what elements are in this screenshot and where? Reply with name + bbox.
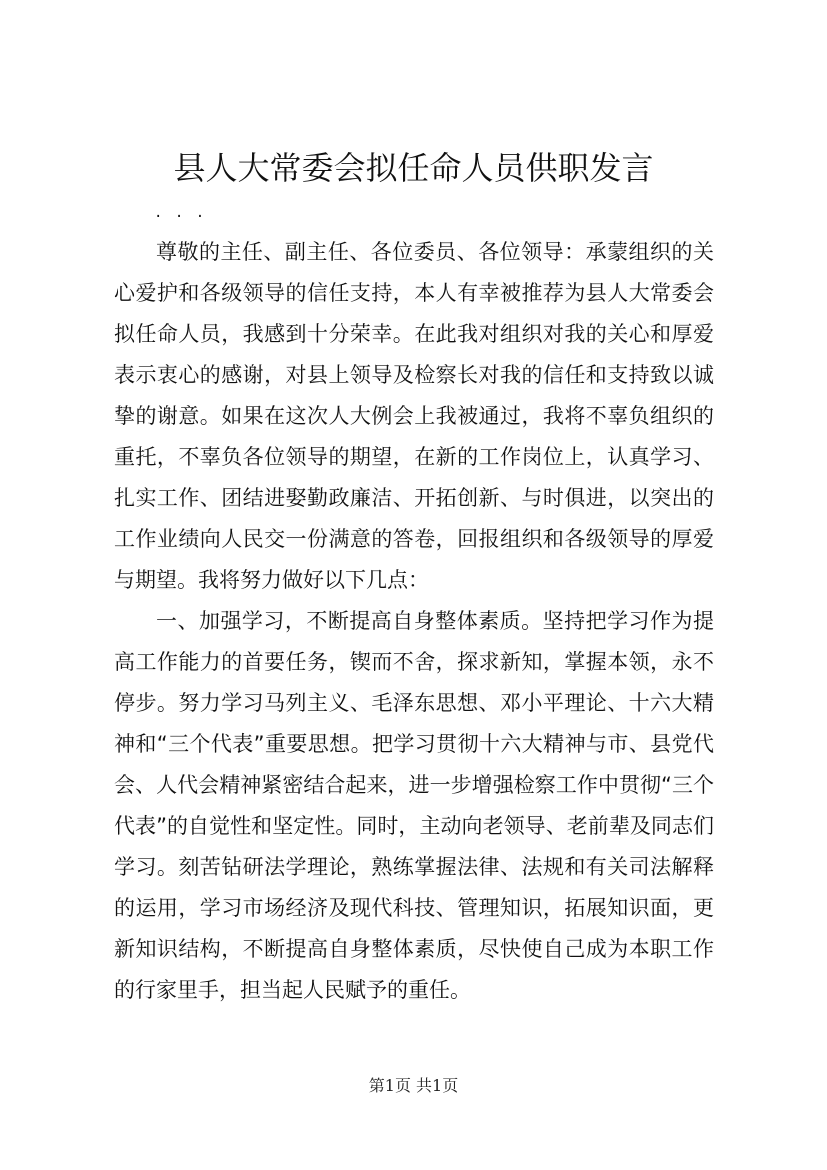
- page-footer: 第1页 共1页: [368, 1076, 459, 1095]
- document-title: 县人大常委会拟任命人员供职发言: [173, 149, 654, 187]
- document-body: [114, 232, 714, 1011]
- ellipsis-marker: . . .: [154, 205, 207, 221]
- body-paragraph: 尊敬的主任、副主任、各位委员、各位领导：承蒙组织的关心爱护和各级领导的信任支持，本人有幸被推荐为县人大常委会拟任命人员，我感到十分荣幸。在此我对组织对我的关心和厚爱表示衷心的感谢，对县上领导及检察长对我的信任和支持致以诚挚的谢意。如果在这次人大例会上我被通过，我将不辜负组织的重托，不辜负各位领导的期望，在新的工作岗位上，认真学习、扎实工作、团结进娶勤政廉洁、开拓创新、与时俱进，以突出的工作业绩向人民交一份满意的答卷，回报组织和各级领导的厚爱与期望。我将努力做好以下几点：: [114, 240, 714, 592]
- body-paragraph: 一、加强学习，不断提高自身整体素质。坚持把学习作为提高工作能力的首要任务，锲而不舍，探求新知，掌握本领，永不停步。努力学习马列主义、毛泽东思想、邓小平理论、十六大精神和“三个代表”重要思想。把学习贯彻十六大精神与市、县党代会、人代会精神紧密结合起来，进一步增强检察工作中贯彻“三个代表”的自觉性和坚定性。同时，主动向老领导、老前辈及同志们学习。刻苦钻研法学理论，熟练掌握法律、法规和有关司法解释的运用，学习市场经济及现代科技、管理知识，拓展知识面，更新知识结构，不断提高自身整体素质，尽快使自己成为本职工作的行家里手，担当起人民赋予的重任。: [114, 609, 714, 1002]
